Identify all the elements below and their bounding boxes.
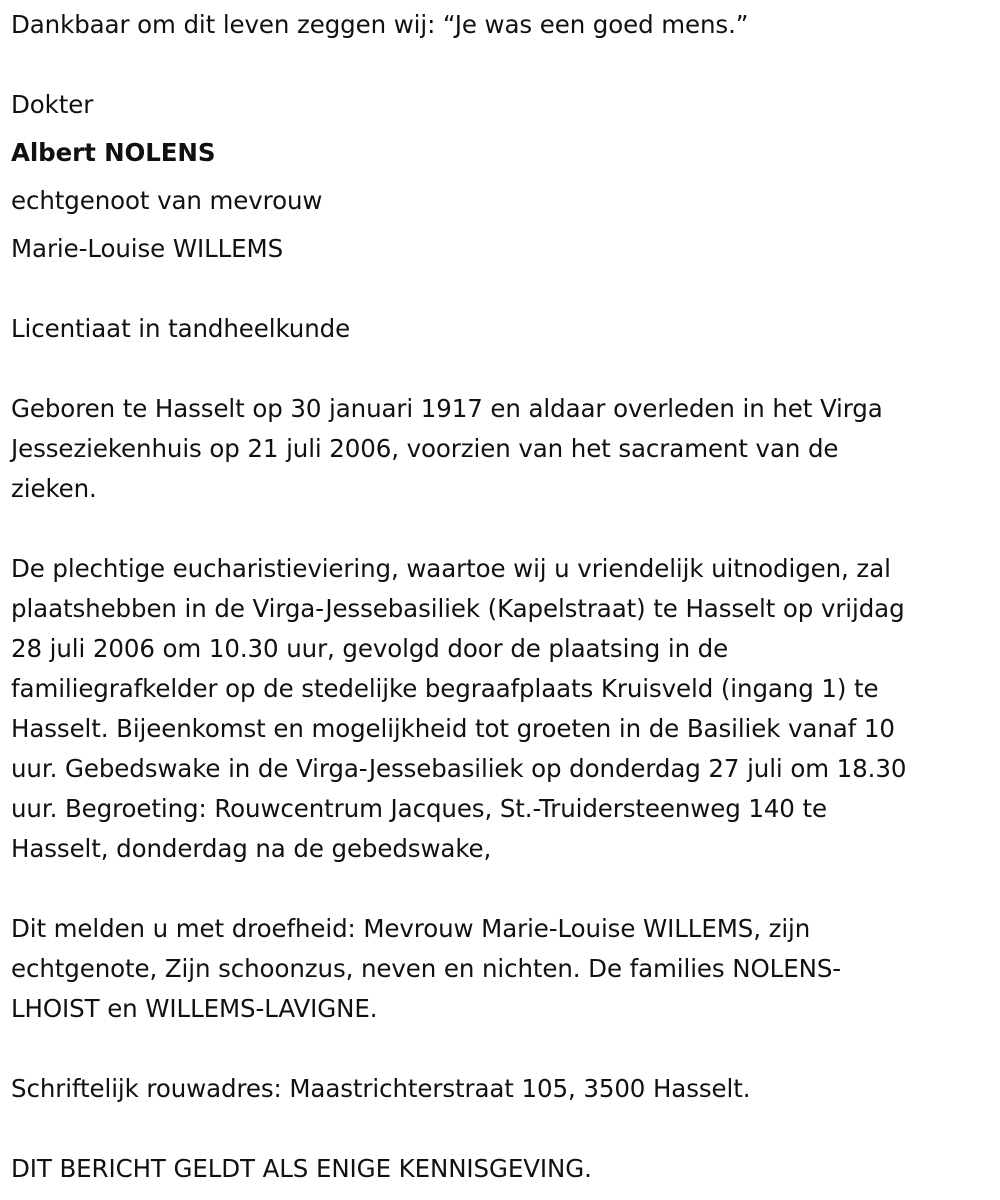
paragraph-line: uur. Begroeting: Rouwcentrum Jacques, St.-Truidersteenweg 140 te	[11, 794, 827, 823]
title-prefix: Dokter	[11, 90, 94, 119]
profession: Licentiaat in tandheelkunde	[11, 314, 351, 343]
paragraph-line: 28 juli 2006 om 10.30 uur, gevolgd door de plaatsing in de	[11, 634, 729, 663]
paragraph-line: zieken.	[11, 474, 97, 503]
paragraph-line: De plechtige eucharistieviering, waartoe wij u vriendelijk uitnodigen, zal	[11, 554, 891, 583]
paragraph-line: Hasselt. Bijeenkomst en mogelijkheid tot groeten in de Basiliek vanaf 10	[11, 714, 895, 743]
closing-statement: DIT BERICHT GELDT ALS ENIGE KENNISGEVING.	[11, 1154, 592, 1183]
paragraph-line: Hasselt, donderdag na de gebedswake,	[11, 834, 492, 863]
paragraph-line: familiegrafkelder op de stedelijke begraafplaats Kruisveld (ingang 1) te	[11, 674, 879, 703]
spouse-line-1: echtgenoot van mevrouw	[11, 186, 323, 215]
paragraph-line: echtgenote, Zijn schoonzus, neven en nichten. De families NOLENS-	[11, 954, 842, 983]
ceremony-paragraph	[11, 549, 906, 869]
paragraph-line: uur. Gebedswake in de Virga-Jessebasiliek op donderdag 27 juli om 18.30	[11, 754, 907, 783]
birth-death-paragraph	[11, 389, 883, 509]
paragraph-line: Jesseziekenhuis op 21 juli 2006, voorzien van het sacrament van de	[11, 434, 839, 463]
paragraph-line: plaatshebben in de Virga-Jessebasiliek (Kapelstraat) te Hasselt op vrijdag	[11, 594, 905, 623]
opening-quote: Dankbaar om dit leven zeggen wij: “Je was een goed mens.”	[11, 10, 749, 39]
deceased-name: Albert NOLENS	[11, 138, 216, 167]
paragraph-line: Dit melden u met droefheid: Mevrouw Marie-Louise WILLEMS, zijn	[11, 914, 811, 943]
announcement-paragraph	[11, 909, 841, 1029]
paragraph-line: Geboren te Hasselt op 30 januari 1917 en aldaar overleden in het Virga	[11, 394, 883, 423]
condolence-address: Schriftelijk rouwadres: Maastrichterstraat 105, 3500 Hasselt.	[11, 1074, 751, 1103]
paragraph-line: LHOIST en WILLEMS-LAVIGNE.	[11, 994, 378, 1023]
spouse-line-2: Marie-Louise WILLEMS	[11, 234, 284, 263]
